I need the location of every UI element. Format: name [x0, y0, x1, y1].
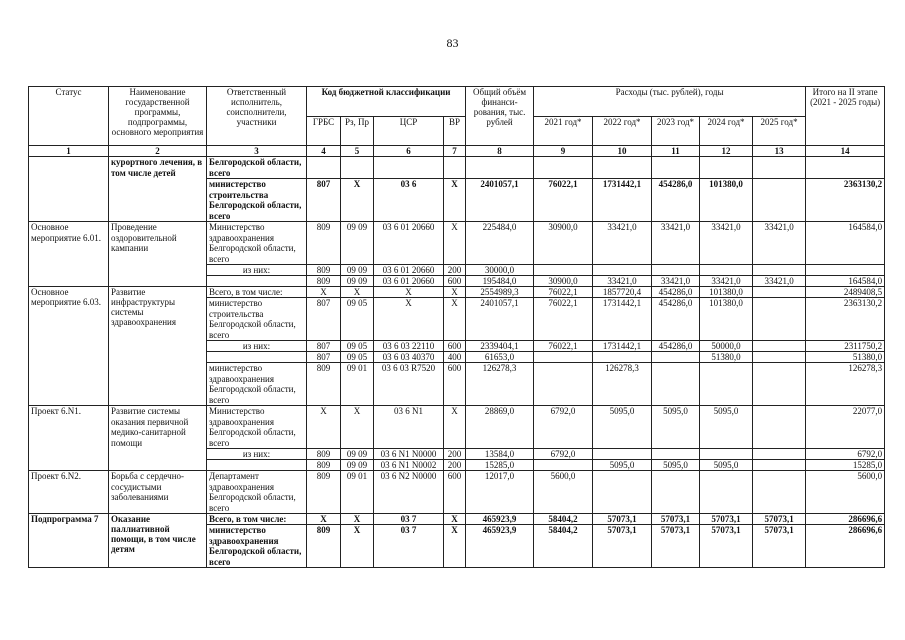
responsible-cell: Министерство здравоохранения Белгородской области, всего [207, 222, 307, 265]
total-cell: 2401057,1 [466, 179, 534, 222]
y2021-cell: 30900,0 [534, 276, 593, 287]
vr-cell: Х [444, 525, 466, 568]
column-number: 14 [806, 146, 885, 157]
y2021-cell: 76022,1 [534, 341, 593, 352]
responsible-cell: министерство строительства Белгородской области, всего [207, 298, 307, 341]
y2023-cell: 454286,0 [652, 341, 700, 352]
header-vr: ВР [444, 116, 466, 146]
total-cell: 126278,3 [466, 363, 534, 406]
grbs-cell: Х [307, 514, 341, 525]
y2025-cell: 33421,0 [753, 222, 806, 265]
table-row [29, 471, 885, 514]
column-number: 11 [652, 146, 700, 157]
header-status: Статус [29, 87, 109, 146]
status-cell: Проект 6.N2. [29, 471, 109, 514]
y2025-cell: 57073,1 [753, 514, 806, 525]
total-cell: 465923,9 [466, 525, 534, 568]
y2024-cell: 101380,0 [700, 287, 753, 298]
name-cell: Борьба с сердечно-сосудистыми заболеваниями [109, 471, 207, 514]
sum-cell: 126278,3 [806, 363, 885, 406]
column-number: 4 [307, 146, 341, 157]
vr-cell: Х [444, 298, 466, 341]
page-number: 83 [446, 36, 459, 50]
y2022-cell: 1731442,1 [593, 298, 652, 341]
y2025-cell: 57073,1 [753, 525, 806, 568]
y2025-cell [753, 179, 806, 222]
y2024-cell: 33421,0 [700, 276, 753, 287]
sum-cell: 51380,0 [806, 352, 885, 363]
csr-cell: 03 6 01 20660 [374, 276, 444, 287]
y2022-cell: 5095,0 [593, 406, 652, 449]
y2021-cell: 6792,0 [534, 449, 593, 460]
total-cell: 13584,0 [466, 449, 534, 460]
column-number: 1 [29, 146, 109, 157]
vr-cell: 400 [444, 352, 466, 363]
sum-cell: 6792,0 [806, 449, 885, 460]
rz-cell: 09 01 [341, 363, 374, 406]
responsible-cell: министерство здравоохранения Белгородской области, всего [207, 363, 307, 406]
y2021-cell: 58404,2 [534, 525, 593, 568]
csr-cell: 03 6 N2 N0000 [374, 471, 444, 514]
y2021-cell: 76022,1 [534, 287, 593, 298]
header-2023: 2023 год* [652, 116, 700, 146]
sum-cell: 286696,6 [806, 514, 885, 525]
csr-cell: 03 6 03 22110 [374, 341, 444, 352]
header-grbs: ГРБС [307, 116, 341, 146]
grbs-cell: 807 [307, 341, 341, 352]
sum-cell: 2363130,2 [806, 179, 885, 222]
grbs-cell: 809 [307, 449, 341, 460]
name-cell: Развитие системы оказания первичной медико-санитарной помощи [109, 406, 207, 471]
y2024-cell: 57073,1 [700, 525, 753, 568]
header-2021: 2021 год* [534, 116, 593, 146]
total-cell: 225484,0 [466, 222, 534, 265]
total-cell: 2554989,3 [466, 287, 534, 298]
table-row [29, 222, 885, 265]
rz-cell: 09 09 [341, 222, 374, 265]
sum-cell: 2311750,2 [806, 341, 885, 352]
rz-cell: Х [341, 406, 374, 449]
budget-table [28, 86, 885, 568]
header-2024: 2024 год* [700, 116, 753, 146]
vr-cell: Х [444, 287, 466, 298]
header-row-1 [29, 87, 885, 117]
y2024-cell: 5095,0 [700, 460, 753, 471]
responsible-cell: из них: [207, 449, 307, 460]
responsible-cell: Всего, в том числе: [207, 514, 307, 525]
column-number: 7 [444, 146, 466, 157]
header-expenses: Расходы (тыс. рублей), годы [534, 87, 806, 117]
y2021-cell: 5600,0 [534, 471, 593, 514]
header-total-volume: Общий объём финанси-рования, тыс. рублей [466, 87, 534, 146]
rz-cell: 09 05 [341, 298, 374, 341]
y2024-cell: 5095,0 [700, 406, 753, 449]
column-number: 10 [593, 146, 652, 157]
y2022-cell: 57073,1 [593, 514, 652, 525]
total-cell: 2401057,1 [466, 298, 534, 341]
y2024-cell: 51380,0 [700, 352, 753, 363]
column-number: 13 [753, 146, 806, 157]
grbs-cell: 807 [307, 298, 341, 341]
status-cell: Основное мероприятие 6.01. [29, 222, 109, 287]
y2024-cell: 101380,0 [700, 298, 753, 341]
name-cell: Проведение оздоровительной кампании [109, 222, 207, 287]
sum-cell: 286696,6 [806, 525, 885, 568]
name-cell: курортного лечения, в том числе детей [109, 157, 207, 222]
y2021-cell: 6792,0 [534, 406, 593, 449]
csr-cell: 03 6 [374, 179, 444, 222]
csr-cell: 03 7 [374, 525, 444, 568]
responsible-cell: министерство строительства Белгородской области, всего [207, 179, 307, 222]
sum-cell: 164584,0 [806, 276, 885, 287]
csr-cell: 03 6 01 20660 [374, 222, 444, 265]
y2021-cell: 30900,0 [534, 222, 593, 265]
y2024-cell: 50000,0 [700, 341, 753, 352]
header-rz-pr: Рз, Пр [341, 116, 374, 146]
y2023-cell: 33421,0 [652, 276, 700, 287]
vr-cell: 600 [444, 363, 466, 406]
csr-cell: Х [374, 298, 444, 341]
sum-cell: 5600,0 [806, 471, 885, 514]
vr-cell: 600 [444, 471, 466, 514]
y2023-cell: 5095,0 [652, 406, 700, 449]
header-csr: ЦСР [374, 116, 444, 146]
status-cell [29, 157, 109, 222]
csr-cell: 03 6 N1 [374, 406, 444, 449]
csr-cell: 03 6 01 20660 [374, 265, 444, 276]
rz-cell: Х [341, 179, 374, 222]
column-number: 6 [374, 146, 444, 157]
responsible-cell: Департамент здравоохранения Белгородской области, всего [207, 471, 307, 514]
vr-cell: Х [444, 179, 466, 222]
column-number: 12 [700, 146, 753, 157]
grbs-cell: 809 [307, 460, 341, 471]
name-cell: Развитие инфраструктуры системы здравоохранения [109, 287, 207, 406]
vr-cell: 600 [444, 276, 466, 287]
column-number: 5 [341, 146, 374, 157]
y2021-cell: 76022,1 [534, 298, 593, 341]
y2022-cell: 1731442,1 [593, 179, 652, 222]
rz-cell: 09 09 [341, 265, 374, 276]
header-responsible: Ответственный исполнитель, соисполнители, участники [207, 87, 307, 146]
column-number: 3 [207, 146, 307, 157]
grbs-cell: 809 [307, 525, 341, 568]
total-cell: 465923,9 [466, 514, 534, 525]
table-row [29, 287, 885, 298]
y2022-cell: 33421,0 [593, 276, 652, 287]
y2023-cell: 57073,1 [652, 514, 700, 525]
sum-cell: 2363130,2 [806, 298, 885, 341]
sum-cell: 2489408,5 [806, 287, 885, 298]
grbs-cell: 809 [307, 471, 341, 514]
y2023-cell: 454286,0 [652, 287, 700, 298]
column-number: 2 [109, 146, 207, 157]
rz-cell: Х [341, 514, 374, 525]
grbs-cell: Х [307, 287, 341, 298]
vr-cell: 200 [444, 460, 466, 471]
table-row [29, 406, 885, 449]
responsible-cell: Всего, в том числе: [207, 287, 307, 298]
header-2022: 2022 год* [593, 116, 652, 146]
grbs-cell: Х [307, 406, 341, 449]
rz-cell: 09 05 [341, 352, 374, 363]
y2023-cell: 454286,0 [652, 298, 700, 341]
responsible-cell: министерство здравоохранения Белгородской области, всего [207, 525, 307, 568]
rz-cell: 09 09 [341, 460, 374, 471]
grbs-cell: 807 [307, 179, 341, 222]
total-cell: 28869,0 [466, 406, 534, 449]
csr-cell: 03 6 03 40370 [374, 352, 444, 363]
y2022-cell: 33421,0 [593, 222, 652, 265]
responsible-cell: Белгородской области, всего [207, 157, 307, 179]
y2022-cell: 5095,0 [593, 460, 652, 471]
vr-cell: 200 [444, 449, 466, 460]
grbs-cell: 809 [307, 222, 341, 265]
y2023-cell: 5095,0 [652, 460, 700, 471]
y2022-cell: 57073,1 [593, 525, 652, 568]
grbs-cell: 809 [307, 265, 341, 276]
table-row [29, 514, 885, 525]
header-budget-code: Код бюджетной классификации [307, 87, 466, 117]
total-cell: 12017,0 [466, 471, 534, 514]
y2022-cell: 1857720,4 [593, 287, 652, 298]
y2024-cell: 101380,0 [700, 179, 753, 222]
y2023-cell: 57073,1 [652, 525, 700, 568]
y2021-cell: 76022,1 [534, 179, 593, 222]
header-2025: 2025 год* [753, 116, 806, 146]
y2024-cell: 57073,1 [700, 514, 753, 525]
table-row [29, 157, 885, 179]
column-number: 8 [466, 146, 534, 157]
grbs-cell: 807 [307, 352, 341, 363]
vr-cell: 600 [444, 341, 466, 352]
sum-cell: 15285,0 [806, 460, 885, 471]
grbs-cell: 809 [307, 363, 341, 406]
responsible-cell: из них: [207, 341, 307, 352]
y2023-cell: 454286,0 [652, 179, 700, 222]
csr-cell: 03 6 N1 N0000 [374, 449, 444, 460]
y2021-cell: 58404,2 [534, 514, 593, 525]
rz-cell: 09 05 [341, 341, 374, 352]
status-cell: Проект 6.N1. [29, 406, 109, 471]
status-cell: Подпрограмма 7 [29, 514, 109, 568]
status-cell: Основное мероприятие 6.03. [29, 287, 109, 406]
rz-cell: 09 09 [341, 449, 374, 460]
y2022-cell: 126278,3 [593, 363, 652, 406]
rz-cell: 09 09 [341, 276, 374, 287]
y2025-cell: 33421,0 [753, 276, 806, 287]
total-cell: 61653,0 [466, 352, 534, 363]
sum-cell: 164584,0 [806, 222, 885, 265]
csr-cell: 03 6 N1 N0002 [374, 460, 444, 471]
total-cell: 195484,0 [466, 276, 534, 287]
grbs-cell: 809 [307, 276, 341, 287]
total-cell: 15285,0 [466, 460, 534, 471]
y2023-cell: 33421,0 [652, 222, 700, 265]
sum-cell: 22077,0 [806, 406, 885, 449]
responsible-cell: из них: [207, 265, 307, 276]
rz-cell: Х [341, 287, 374, 298]
vr-cell: 200 [444, 265, 466, 276]
y2022-cell: 1731442,1 [593, 341, 652, 352]
total-cell: 30000,0 [466, 265, 534, 276]
rz-cell: 09 01 [341, 471, 374, 514]
csr-cell: 03 6 03 R7520 [374, 363, 444, 406]
rz-cell: Х [341, 525, 374, 568]
column-number-row [29, 146, 885, 157]
vr-cell: Х [444, 222, 466, 265]
y2024-cell: 33421,0 [700, 222, 753, 265]
vr-cell: Х [444, 406, 466, 449]
vr-cell: Х [444, 514, 466, 525]
csr-cell: 03 7 [374, 514, 444, 525]
total-cell: 2339404,1 [466, 341, 534, 352]
column-number: 9 [534, 146, 593, 157]
csr-cell: Х [374, 287, 444, 298]
header-total-stage2: Итого на II этапе (2021 - 2025 годы) [806, 87, 885, 146]
header-name: Наименование государственной программы, подпрограммы, основного мероприятия [109, 87, 207, 146]
responsible-cell: Министерство здравоохранения Белгородской области, всего [207, 406, 307, 449]
name-cell: Оказание паллиативной помощи, в том числе детям [109, 514, 207, 568]
